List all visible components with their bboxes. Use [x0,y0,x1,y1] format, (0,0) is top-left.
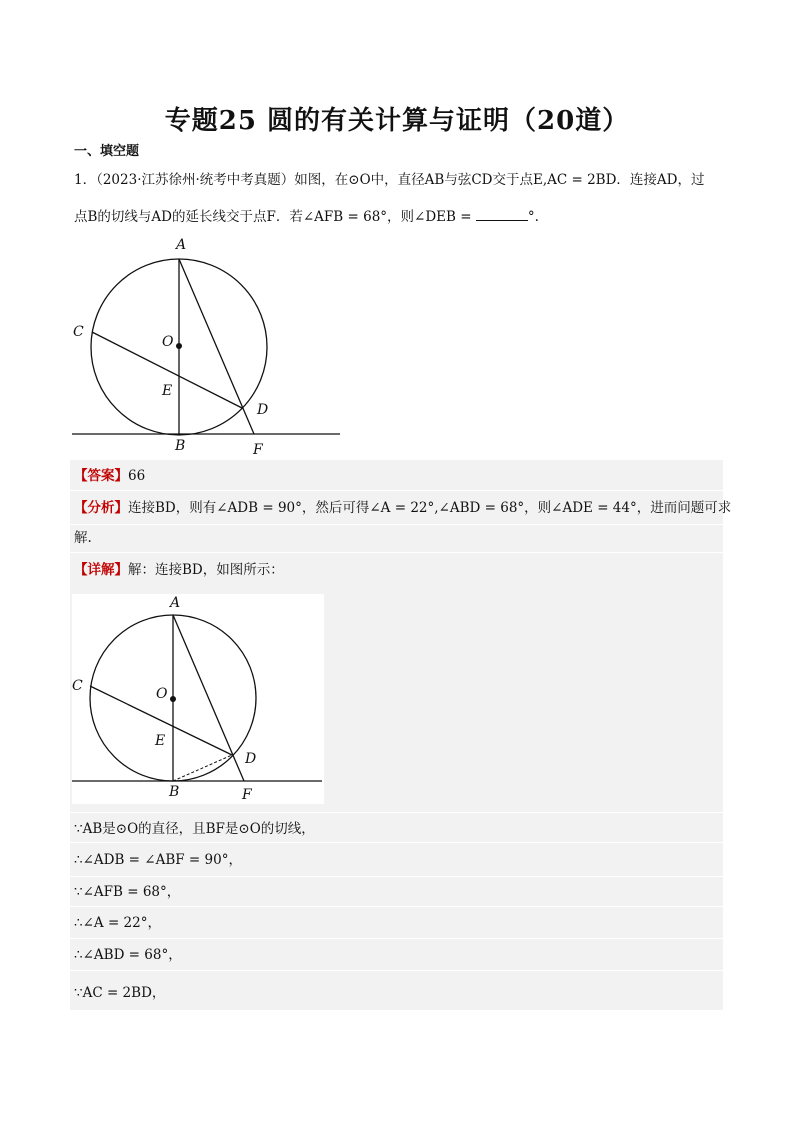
label-d: D [245,751,257,767]
question-line-2 [74,206,539,227]
detail-text: 解：连接BD，如图所示： [128,562,284,578]
detail-line [74,560,284,580]
answer-blank [476,206,528,221]
label-b: B [169,784,180,800]
step-line-4: ∴∠A = 22°， [74,915,161,931]
label-f: F [242,787,252,803]
analysis-line-2: 解. [74,530,92,546]
divider [70,842,723,843]
label-c: C [72,678,83,694]
answer-line [74,466,145,486]
divider [70,524,723,525]
label-e: E [155,733,166,749]
detail-tag: 【详解】 [74,562,128,578]
divider [70,906,723,907]
divider [70,552,723,553]
step-line-3: ∵∠AFB = 68°， [74,884,181,900]
step-line-1: ∵AB是⊙O的直径，且BF是⊙O的切线， [74,821,315,837]
label-e: E [162,383,173,399]
line-af [179,259,254,434]
question-figure [70,232,350,460]
question-line-1: 1．（2023·江苏徐州·统考中考真题）如图，在⊙O中，直径AB与弦CD交于点E,AC = 2BD．连接AD，过 [74,172,705,188]
analysis-line-1 [74,498,731,518]
solution-figure [72,594,324,804]
section-heading: 一、填空题 [74,144,140,159]
answer-value: 66 [128,468,146,484]
page-title: 专题25 圆的有关计算与证明（20道） [164,106,630,136]
step-line-2: ∴∠ADB = ∠ABF = 90°， [74,852,242,868]
question-text: 点B的切线与AD的延长线交于点F．若∠AFB = 68°，则∠DEB = [74,209,472,225]
label-o: O [162,334,174,350]
label-a: A [170,595,181,611]
divider [70,812,723,813]
center-point [176,343,182,349]
step-line-6: ∵AC = 2BD， [74,985,166,1001]
label-f: F [253,442,263,458]
label-a: A [176,237,187,253]
label-b: B [175,438,186,454]
question-unit: °. [527,209,539,225]
divider [70,490,723,491]
center-point [170,696,176,702]
step-line-5: ∴∠ABD = 68°， [74,947,182,963]
label-d: D [257,402,269,418]
analysis-text: 连接BD，则有∠ADB = 90°，然后可得∠A = 22°,∠ABD = 68°，则∠ADE = 44°，进而问题可求 [128,500,732,516]
answer-tag: 【答案】 [74,468,128,484]
label-c: C [73,324,84,340]
analysis-tag: 【分析】 [74,500,128,516]
label-o: O [156,686,168,702]
divider [70,938,723,939]
divider [70,876,723,877]
divider [70,970,723,971]
